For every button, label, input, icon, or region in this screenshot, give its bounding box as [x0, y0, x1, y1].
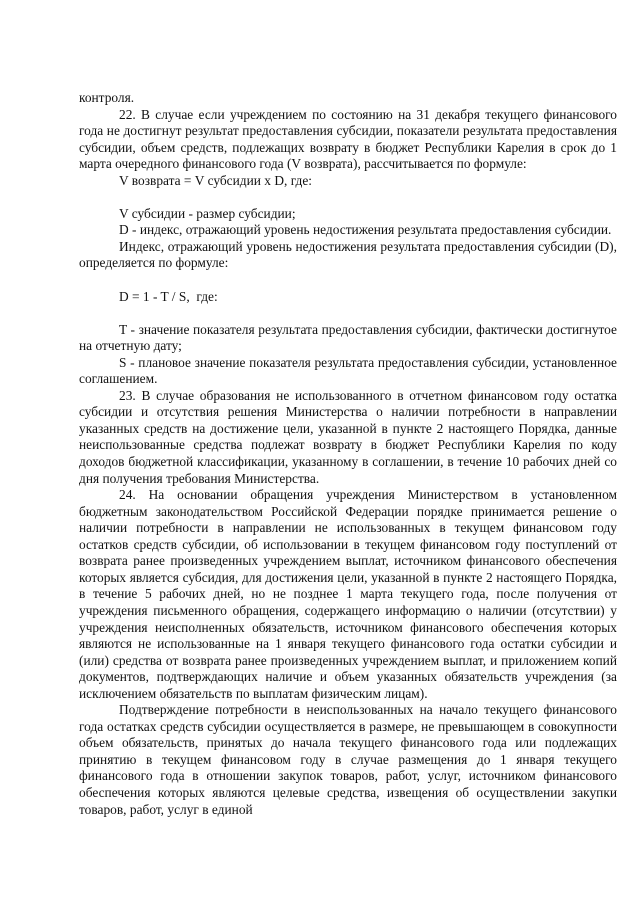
definition-s: S - плановое значение показателя результата предоставления субсидии, установленное соглашением. — [79, 354, 617, 387]
definition-t: T - значение показателя результата предоставления субсидии, фактически достигнутое на отчетную дату; — [79, 321, 617, 354]
paragraph-item-23: 23. В случае образования не использованного в отчетном финансовом году остатка субсидии и отсутствия решения Министерства о наличии потребности в направлении указанных средств на достижение цели, указанной в пункте 2 настоящего Порядка, данные неиспользованные средства подлежат возврату в бюджет Республики Карелия по коду доходов бюджетной классификации, указанному в соглашении, в течение 10 рабочих дней со дня получения требования Министерства. — [79, 387, 617, 486]
formula-v-return: V возврата = V субсидии x D, где: — [119, 172, 312, 188]
paragraph-continuation: контроля. — [79, 90, 135, 105]
blank-line — [79, 189, 617, 206]
blank-line — [79, 305, 617, 322]
definition-v-subsidy: V субсидии - размер субсидии; — [119, 205, 296, 221]
blank-line — [79, 272, 617, 289]
formula-d: D = 1 - T / S, где: — [119, 288, 218, 304]
paragraph-item-24: 24. На основании обращения учреждения Министерством в установленном бюджетным законодательством Российской Федерации порядке принимается решение о наличии потребности в направлении не использованных в текущем финансовом году остатков средств субсидии, об использовании в текущем финансовом году поступлений от возврата ранее произведенных учреждением выплат, источником финансового обеспечения которых является субсидия, для достижения цели, указанной в пункте 2 настоящего Порядка, в течение 5 рабочих дней, но не позднее 1 марта текущего года, после получения от учреждения письменного обращения, содержащего информацию о наличии (отсутствии) у учреждения неисполненных обязательств, источником финансового обеспечения которых являются не использованные на 1 января текущего финансового года остатки субсидии и (или) средства от возврата ранее произведенных учреждением выплат, и приложением копий документов, подтверждающих наличие и объем указанных обязательств учреждения (за исключением обязательств по выплатам физическим лицам). — [79, 487, 617, 701]
paragraph-index-d: Индекс, отражающий уровень недостижения результата предоставления субсидии (D), определяется по формуле: — [79, 238, 617, 271]
definition-d: D - индекс, отражающий уровень недостижения результата предоставления субсидии. — [119, 222, 612, 238]
paragraph-confirmation: Подтверждение потребности в неиспользованных на начало текущего финансового года остатках средств субсидии осуществляется в размере, не превышающем в совокупности объем обязательств, принятых до начала текущего финансового года или подлежащих принятию в текущем финансовом году в случае размещения до 1 января текущего финансового года в отношении закупок товаров, работ, услуг, источником финансового обеспечения которых являются целевые средства, извещения об осуществлении закупки товаров, работ, услуг в единой — [79, 702, 617, 817]
paragraph-item-22: 22. В случае если учреждением по состоянию на 31 декабря текущего финансового года не достигнут результат предоставления субсидии, показатели результата предоставления субсидии, объем средств, подлежащих возврату в бюджет Республики Карелия в срок до 1 марта очередного финансового года (V возврата), рассчитывается по формуле: — [79, 106, 617, 172]
document-page — [79, 90, 617, 818]
